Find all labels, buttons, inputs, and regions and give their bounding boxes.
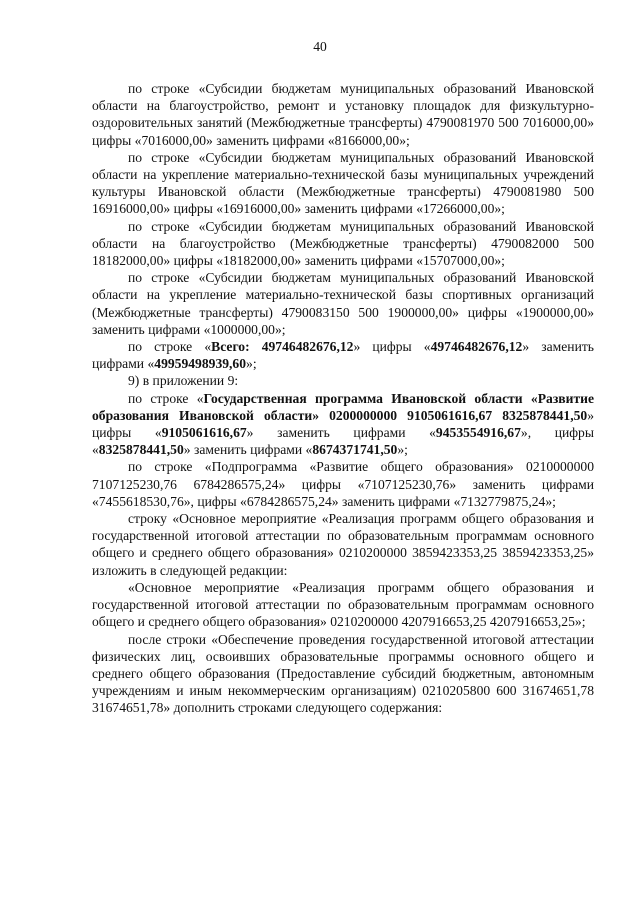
paragraph xyxy=(92,269,594,338)
text-run: по строке «Подпрограмма «Развитие общего образования» 0210000000 7107125230,76 6784286575,24» цифры «7107125230,76» заменить цифрами «7455618530,76», цифры «6784286575,24» заменить цифрами «7132779875,24»; xyxy=(92,459,594,509)
text-run: 9) в приложении 9: xyxy=(128,373,239,389)
text-run: »; xyxy=(246,356,257,372)
text-run: по строке «Субсидии бюджетам муниципальных образований Ивановской области на благоустройство (Межбюджетные трансферты) 4790082000 500 18182000,00» цифры «18182000,00» заменить цифрами «15707000,00»; xyxy=(92,218,594,269)
text-run: » заменить цифрами « xyxy=(92,339,594,372)
bold-text-run: 49746482676,12 xyxy=(430,339,523,355)
bold-text-run: 8674371741,50 xyxy=(312,442,398,458)
bold-text-run: 49959498939,60 xyxy=(154,356,247,372)
text-run: » заменить цифрами « xyxy=(183,442,313,458)
text-run: после строки «Обеспечение проведения государственной итоговой аттестации физических лиц, освоивших образовательные программы основного общего и среднего общего образования (Предоставление субсидий бюджетным, автономным учреждениям и иным некоммерческим организациям) 0210205800 600 31674651,78 31674651,78» дополнить строками следующего содержания: xyxy=(92,631,594,716)
text-run: »; xyxy=(397,442,408,458)
bold-text-run: 9105061616,67 xyxy=(161,425,247,441)
text-run: строку «Основное мероприятие «Реализация программ общего образования и государственной итоговой аттестации по образовательным программам основного общего и среднего общего образования» 0210200000 3859423353,25 3859423353,25» изложить в следующей редакции: xyxy=(92,511,594,578)
bold-text-run: 8325878441,50 xyxy=(98,442,184,458)
text-run: по строке « xyxy=(128,339,212,355)
text-run: » цифры « xyxy=(353,339,431,355)
paragraph xyxy=(92,80,594,149)
text-run: » цифры « xyxy=(92,407,594,441)
text-run: «Основное мероприятие «Реализация программ общего образования и государственной итоговой аттестации по образовательным программам основного общего и среднего общего образования» 0210200000 4207916653,25 4207916653,25»; xyxy=(92,579,594,630)
text-run: » заменить цифрами « xyxy=(246,425,436,441)
paragraph xyxy=(92,218,594,270)
paragraph xyxy=(92,510,594,579)
paragraph xyxy=(92,579,594,631)
text-run: по строке «Субсидии бюджетам муниципальных образований Ивановской области на укрепление материально-технической базы спортивных организаций (Межбюджетные трансферты) 4790083150 500 1900000,00» цифры «1900000,00» заменить цифрами «1000000,00»; xyxy=(92,270,594,337)
page-number: 40 xyxy=(313,39,327,54)
paragraph xyxy=(92,458,594,510)
bold-text-run: Всего: 49746482676,12 xyxy=(211,339,354,355)
text-run: », цифры « xyxy=(92,425,594,458)
text-run: по строке «Субсидии бюджетам муниципальных образований Ивановской области на благоустройство, ремонт и установку площадок для физкультурно-оздоровительных занятий (Межбюджетные трансферты) 4790081970 500 7016000,00» цифры «7016000,00» заменить цифрами «8166000,00»; xyxy=(92,81,594,148)
text-run: по строке «Субсидии бюджетам муниципальных образований Ивановской области на укрепление материально-технической базы муниципальных учреждений культуры Ивановской области (Межбюджетные трансферты) 4790081980 500 16916000,00» цифры «16916000,00» заменить цифрами «17266000,00»; xyxy=(92,149,594,217)
bold-text-run: 9453554916,67 xyxy=(435,425,521,441)
paragraph xyxy=(92,149,594,218)
paragraph xyxy=(92,390,594,459)
document-body xyxy=(92,80,594,717)
paragraph xyxy=(92,338,594,372)
bold-text-run: Государственная программа Ивановской области «Развитие образования Ивановской области» 0200000000 9105061616,67 8325878441,50 xyxy=(92,390,595,423)
paragraph xyxy=(92,631,594,717)
paragraph xyxy=(92,372,594,389)
text-run: по строке « xyxy=(128,390,204,406)
